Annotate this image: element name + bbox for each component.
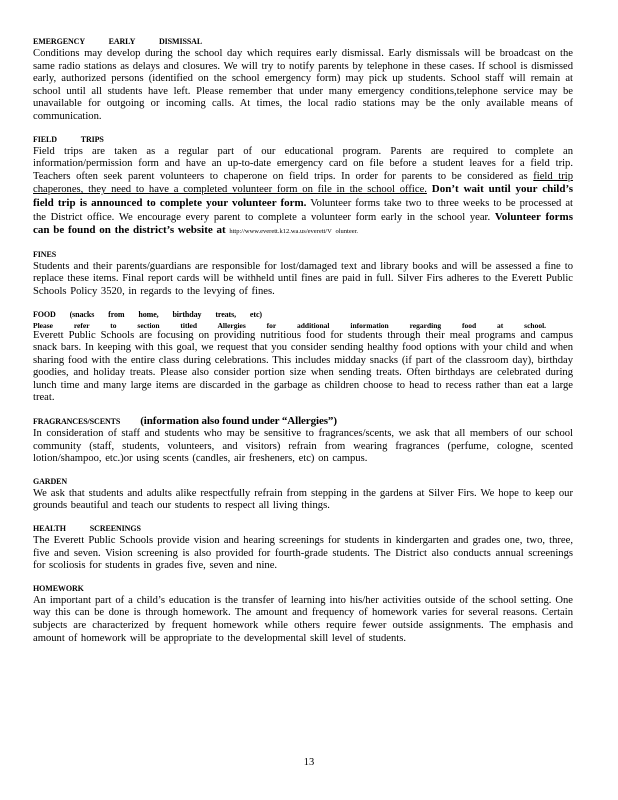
body-text: Volunteer forms take two to three weeks to be processed at the District office. We encourage every parent to complete a volunteer form early in the school year. [33,197,573,223]
district-website-link[interactable]: http://www.everett.k12.wa.us/everett/V [229,228,332,236]
section-heading: FINES [33,249,57,259]
section-field-trips [33,135,573,239]
section-heading [33,416,573,427]
section-body: The Everett Public Schools provide vision and hearing screenings for students in kindergarten and grades one, two, three, five and seven. Vision screening is also provided for fourth-grade students. The District also conducts annual screenings for scoliosis for students in grades five, seven and nine. [33,535,573,572]
website-notice: Volunteer forms can be found on the district’s website at [33,210,574,237]
section-heading: EMERGENCY EARLY DISMISSAL [33,37,203,46]
section-subheading: Please refer to section titled Allergies for additional information regarding food at school. [33,320,547,330]
section-fines [33,250,573,299]
section-body [33,146,573,239]
section-health-screenings [33,524,573,573]
section-body: Everett Public Schools are focusing on providing nutritious food for students through their meal programs and campus snack bars. In keeping with this goal, we request that you consider sending healthy food options with your child and when sharing food with the entire class during celebrations. This includes midday snacks (if part of the classroom day), birthday goodies, and holiday treats. Please also consider portion size when sending treats. Often birthdays are celebrated during lunch time and many large items are discarded in the garbage as children choose to head to recess rather than eat a large treat. [33,329,573,404]
section-body: An important part of a child’s education is the transfer of learning into his/her activities outside of the school setting. One way this can be done is through homework. The amount and frequency of homework varies for several reasons. Certain subjects are characterized by frequent homework while others require fewer outside assignments. The emphasis and amount of homework will be appropriate to the developmental skill level of students. [33,594,573,644]
section-heading: HEALTH SCREENINGS [33,524,141,534]
section-body: In consideration of staff and students who may be sensitive to fragrances/scents, we ask that all members of our school community (staff, students, volunteers, and visitors) refrain from wearing fragrances (perfume, cologne, scented lotion/shampoo, etc.)or using scents (candles, air fresheners, etc) on campus. [33,428,573,465]
section-heading: GARDEN [33,476,68,486]
section-food [33,310,573,406]
heading-note: (information also found under “Allergies”) [140,415,337,428]
section-garden [33,477,573,513]
section-heading: HOMEWORK [33,583,84,593]
section-body: We ask that students and adults alike respectfully refrain from stepping in the gardens at Silver Firs. We hope to keep our grounds beautiful and teach our students to respect all living things. [33,487,573,512]
section-emergency-dismissal [33,37,573,124]
section-heading: FIELD TRIPS [33,134,104,144]
url-tail: olunteer. [335,228,359,236]
chaperone-requirement-text: field trip chaperones, they need to have a completed volunteer form on file in the school office. [33,170,573,196]
page-number: 13 [303,757,315,768]
section-heading: FOOD (snacks from home, birthday treats, etc) [33,309,262,319]
heading-text: FRAGRANCES/SCENTS [33,417,121,427]
body-text: Field trips are taken as a regular part of our educational program. Parents are required to complete an information/permission form and have an up-to-date emergency card on file before a student leaves for a field trip. Teachers often seek parent volunteers to chaperone on field trips. In order for parents to be considered as [33,145,573,182]
section-fragrances [33,416,573,466]
handbook-page [33,37,573,656]
section-homework [33,584,573,645]
section-body: Students and their parents/guardians are responsible for lost/damaged text and library books and will be assessed a fine to replace these items. Final report cards will be withheld until fines are paid in full. Silver Firs adheres to the Everett Public Schools Policy 3520, in regards to the levying of fines. [33,260,573,297]
volunteer-form-reminder: Don’t wait until your child’s field trip is announced to complete your volunteer form. [33,183,573,209]
section-body: Conditions may develop during the school day which requires early dismissal. Early dismissals will be broadcast on the same radio stations as delays and closures. We will try to notify parents by telephone in these cases. If school is dismissed early, authorized persons (identified on the school emergency form) may pick up students. School staff will remain at school until all students have left. Please remember that under many emergency conditions,telephone service may be unavailable for outgoing or incoming calls. At times, the local radio stations may be the only available means of communication. [33,48,573,122]
